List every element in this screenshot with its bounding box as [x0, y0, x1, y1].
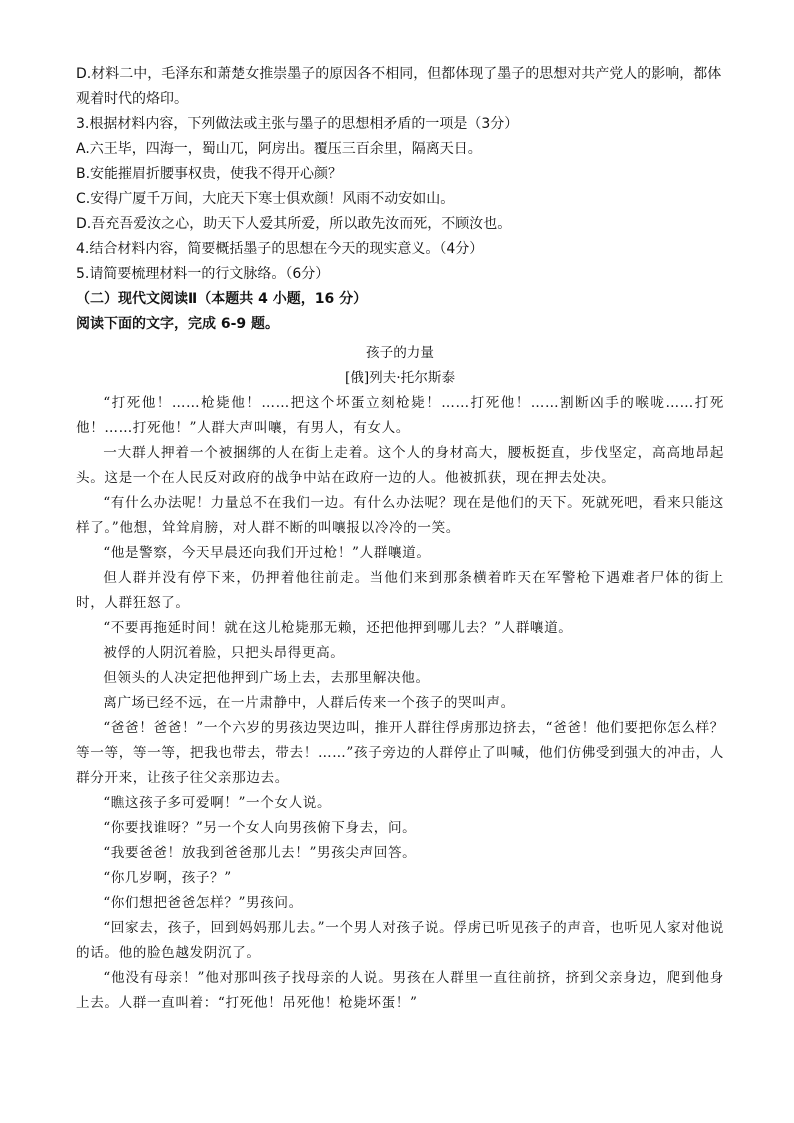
question-5: 5.请简要梳理材料一的行文脉络。（6分） — [76, 266, 330, 282]
story-paragraph: 一大群人押着一个被捆绑的人在街上走着。这个人的身材高大，腰板挺直，步伐坚定，高高地昂起头。这是一个在人民反对政府的战争中站在政府一边的人。他被抓获，现在押去处决。 — [76, 445, 724, 486]
question-3: 3.根据材料内容，下列做法或主张与墨子的思想相矛盾的一项是（3分） — [76, 116, 519, 132]
story-paragraph: “你们想把爸爸怎样？”男孩问。 — [103, 895, 303, 911]
story-paragraph: “有什么办法呢！力量总不在我们一边。有什么办法呢？现在是他们的天下。死就死吧，看来只能这样了。”他想，耸耸肩膀，对人群不断的叫嚷报以冷冷的一笑。 — [76, 495, 724, 536]
story-paragraph: “瞧这孩子多可爱啊！”一个女人说。 — [103, 795, 332, 811]
story-paragraph: “他是警察，今天早晨还向我们开过枪！”人群嚷道。 — [103, 545, 431, 561]
option-d-previous-question: D.材料二中，毛泽东和萧楚女推崇墨子的原因各不相同，但都体现了墨子的思想对共产党人的影响，都体观着时代的烙印。 — [76, 66, 722, 107]
story-paragraph: “你要找谁呀？”另一个女人向男孩俯下身去，问。 — [103, 820, 417, 836]
question-4: 4.结合材料内容，简要概括墨子的思想在今天的现实意义。（4分） — [76, 241, 484, 257]
story-paragraph: 但领头的人决定把他押到广场上去，去那里解决他。 — [103, 670, 430, 686]
story-author: [俄]列夫·托尔斯泰 — [344, 370, 456, 386]
question-3-option-b: B.安能摧眉折腰事权贵，使我不得开心颜？ — [76, 166, 343, 182]
story-paragraph: 但人群并没有停下来，仍押着他往前走。当他们来到那条横着昨天在军警枪下遇难者尸体的街上时，人群狂怒了。 — [76, 570, 724, 611]
story-paragraph: “我要爸爸！放我到爸爸那儿去！”男孩尖声回答。 — [103, 845, 417, 861]
question-3-option-d: D.吾充吾爱汝之心，助天下人爱其所爱，所以敢先汝而死，不顾汝也。 — [76, 216, 512, 232]
page-content — [76, 62, 724, 1016]
question-3-option-c: C.安得广厦千万间，大庇天下寒士俱欢颜！风雨不动安如山。 — [76, 191, 455, 207]
section-instruction: 阅读下面的文字，完成 6-9 题。 — [76, 316, 280, 332]
story-paragraph: 离广场已经不远，在一片肃静中，人群后传来一个孩子的哭叫声。 — [103, 695, 515, 711]
story-body — [76, 391, 724, 1016]
story-paragraph: “他没有母亲！”他对那叫孩子找母亲的人说。男孩在人群里一直往前挤，挤到父亲身边，爬到他身上去。人群一直叫着：“打死他！吊死他！枪毙坏蛋！” — [76, 970, 724, 1011]
story-paragraph: “不要再拖延时间！就在这儿枪毙那无赖，还把他押到哪儿去？”人群嚷道。 — [103, 620, 573, 636]
story-paragraph: “打死他！……枪毙他！……把这个坏蛋立刻枪毙！……打死他！……割断凶手的喉咙……打死他！……打死他！”人群大声叫嚷，有男人，有女人。 — [76, 395, 724, 436]
section-heading: （二）现代文阅读Ⅱ（本题共 4 小题，16 分） — [76, 291, 368, 307]
question-3-option-a: A.六王毕，四海一，蜀山兀，阿房出。覆压三百余里，隔离天日。 — [76, 141, 482, 157]
story-paragraph: “回家去，孩子，回到妈妈那儿去。”一个男人对孩子说。俘虏已听见孩子的声音，也听见人家对他说的话。他的脸色越发阴沉了。 — [76, 920, 724, 961]
story-paragraph: “爸爸！爸爸！”一个六岁的男孩边哭边叫，推开人群往俘虏那边挤去，“爸爸！他们要把你怎么样？等一等，等一等，把我也带去，带去！……”孩子旁边的人群停止了叫喊，他们仿佛受到强大的冲击，人群分开来，让孩子往父亲那边去。 — [76, 720, 724, 786]
story-paragraph: “你几岁啊，孩子？” — [103, 870, 232, 886]
story-paragraph: 被俘的人阴沉着脸，只把头昂得更高。 — [103, 645, 345, 661]
story-title: 孩子的力量 — [366, 345, 434, 361]
